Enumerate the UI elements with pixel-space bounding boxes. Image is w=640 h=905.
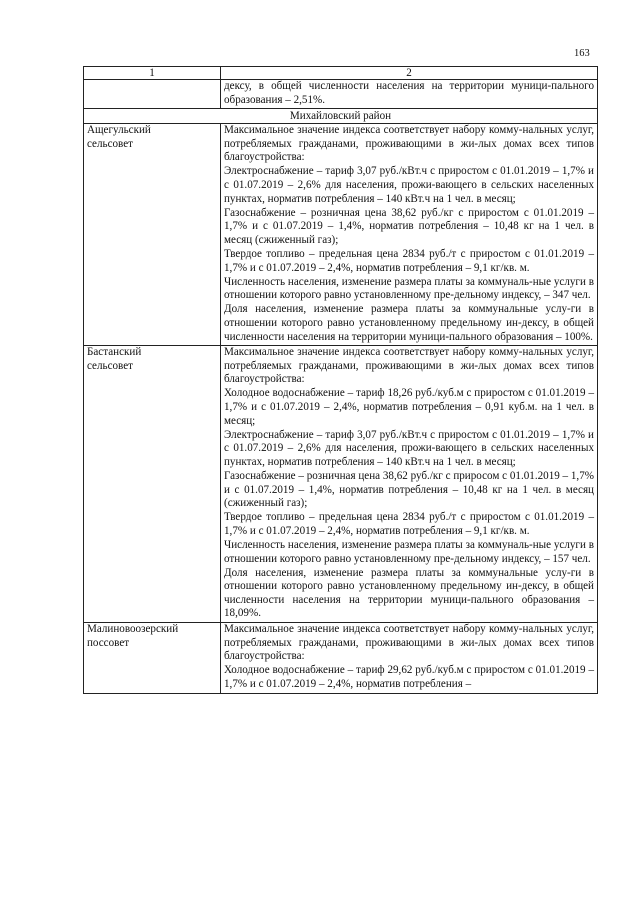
header-row: [84, 67, 598, 80]
municipality-type-line: сельсовет: [87, 137, 133, 150]
continuation-row: [84, 80, 598, 109]
municipality-type-line: сельсовет: [87, 359, 133, 372]
municipality-name: [84, 346, 221, 623]
empty-cell: [84, 80, 221, 109]
table-row: [84, 623, 598, 693]
paragraph: Газоснабжение – розничная цена 38,62 руб./кг с приросом с 01.01.2019 – 1,7% и с 01.07.2019 – 1,4%, норматив потребления – 10,48 кг на 1 чел. в месяц (сжиженный газ);: [224, 470, 594, 510]
tariff-table: [83, 66, 598, 694]
continuation-cell: [221, 80, 598, 109]
paragraph: Твердое топливо – предельная цена 2834 руб./т с приростом с 01.01.2019 – 1,7% и с 01.07.2019 – 2,4%, норматив потребления – 9,1 кг/кв. м.: [224, 511, 594, 537]
paragraph: Электроснабжение – тариф 3,07 руб./кВт.ч с приростом с 01.01.2019 – 1,7% и с 01.07.2019 – 2,6% для населения, прожи-вающего в сельских населенных пунктах, норматив потребления – 140 кВт.ч на 1 чел. в месяц;: [224, 428, 594, 468]
paragraph: Численность населения, изменение размера платы за коммуналь-ные услуги в отношении которого равно установленному пре-дельному индексу, – 347 чел.: [224, 275, 594, 302]
table-row: [84, 346, 598, 623]
paragraph: Твердое топливо – предельная цена 2834 руб./т с приростом с 01.01.2019 – 1,7% и с 01.07.2019 – 2,4%, норматив потребления – 9,1 кг/кв. м.: [224, 248, 594, 274]
description-cell: [221, 623, 598, 693]
page-number: 163: [574, 48, 590, 59]
description-cell: [221, 346, 598, 623]
paragraph: Доля населения, изменение размера платы за коммунальные услу-ги в отношении которого равно установленному предельному ин-дексу, в общей численности населения на территории муници-пального образования – 100%.: [224, 303, 594, 343]
municipality-name-line: Ащегульский: [87, 124, 151, 137]
paragraph: Максимальное значение индекса соответствует набору комму-нальных услуг, потребляемых гражданами, проживающими в жи-лых домах всех типов благоустройства:: [224, 623, 594, 663]
paragraph: Максимальное значение индекса соответствует набору комму-нальных услуг, потребляемых гражданами, проживающими в жи-лых домах всех типов благоустройства:: [224, 346, 594, 386]
description-cell: [221, 124, 598, 346]
header-col-2: 2: [221, 67, 598, 80]
municipality-name: [84, 623, 221, 693]
municipality-name-line: Малиновоозерский: [87, 623, 179, 636]
municipality-name: [84, 124, 221, 346]
paragraph: Численность населения, изменение размера платы за коммуналь-ные услуги в отношении которого равно установленному пре-дельному индексу, – 157 чел.: [224, 539, 594, 565]
continuation-text: дексу, в общей численности населения на территории муници-пального образования – 2,51%.: [224, 80, 594, 106]
paragraph: Максимальное значение индекса соответствует набору комму-нальных услуг, потребляемых гражданами, проживающими в жи-лых домах всех типов благоустройства:: [224, 124, 594, 164]
paragraph: Газоснабжение – розничная цена 38,62 руб./кг с приростом с 01.01.2019 – 1,7% и с 01.07.2019 – 1,4%, норматив потребления – 10,48 кг на 1 чел. в месяц (сжиженный газ);: [224, 206, 594, 246]
municipality-name-line: Бастанский: [87, 346, 142, 359]
header-col-1: 1: [84, 67, 221, 80]
region-title: Михайловский район: [84, 109, 598, 124]
paragraph: Электроснабжение – тариф 3,07 руб./кВт.ч с приростом с 01.01.2019 – 1,7% и с 01.07.2019 – 2,6% для населения, прожи-вающего в сельских населенных пунктах, норматив потребления – 140 кВт.ч на 1 чел. в месяц;: [224, 165, 594, 205]
table-row: [84, 124, 598, 346]
region-row: [84, 109, 598, 124]
paragraph: Доля населения, изменение размера платы за коммунальные услу-ги в отношении которого равно установленному предельному ин-дексу, в общей численности населения на территории муници-пального образования – 18,09%.: [224, 566, 594, 620]
paragraph: Холодное водоснабжение – тариф 18,26 руб./куб.м с приростом с 01.01.2019 – 1,7% и с 01.07.2019 – 2,4%, норматив потребления – 0,91 куб.м. на 1 чел. в месяц;: [224, 387, 594, 427]
paragraph: Холодное водоснабжение – тариф 29,62 руб./куб.м с приростом с 01.01.2019 – 1,7% и с 01.07.2019 – 2,4%, норматив потребления –: [224, 664, 594, 690]
municipality-type-line: поссовет: [87, 636, 130, 649]
